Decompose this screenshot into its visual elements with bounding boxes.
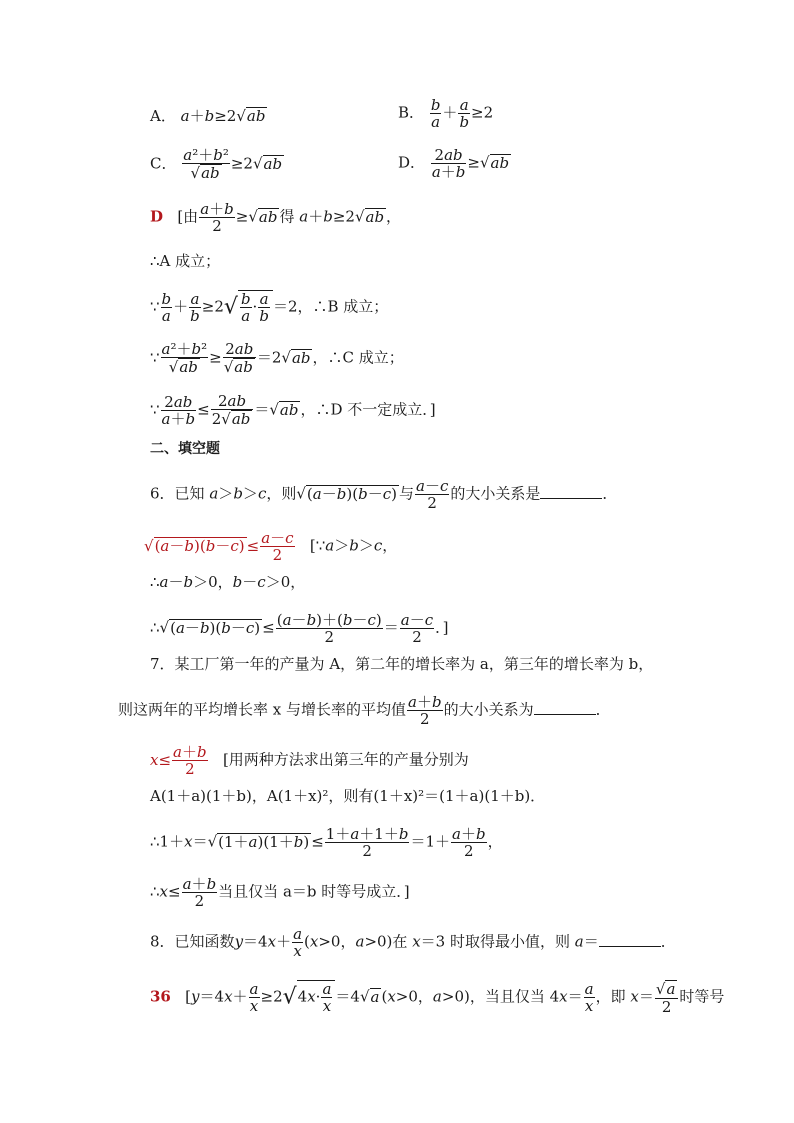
q5-a-holds: ∴A 成立；	[150, 252, 221, 270]
q8-answer: 36	[150, 987, 171, 1006]
q7-line3: A(1＋a)(1＋b)，A(1＋x)²，则有(1＋x)²＝(1＋a)(1＋b)．	[150, 787, 546, 805]
q6-step2: ∴√(a－b)(b－c) ≤ $\frac{(a-b)+(b-c)}{2}$ ＝ $\frac{a-c}{2}$ ．]	[150, 611, 449, 646]
q7-blank	[534, 700, 596, 715]
q5-c-line: ∵ $\frac{\text{a²＋b²}}{√ab}$ ≥ $\frac{2ab}{√ab}$ ＝2√ab ，∴C 成立；	[150, 340, 404, 376]
q8-blank	[599, 932, 661, 947]
q5-answer: D	[150, 207, 164, 226]
q7-answer-line: x≤ $\frac{a+b}{2}$ [用两种方法求出第三年的产量分别为	[150, 743, 469, 778]
q8-answer-line: 36 [y＝4x＋ $\frac{a}{x}$ ≥2√4x· $\frac{a}{x}$ ＝4√a (x>0，a>0)，当且仅当 4x＝ $\frac{a}{x}$ ，即 x＝ $\frac{√a}{2}$ 时等号	[150, 980, 725, 1016]
choice-d: D． $\frac{2ab}{a+b}$ ≥√ab	[398, 146, 510, 181]
q7-line1: 7．某工厂第一年的产量为 A，第二年的增长率为 a，第三年的增长率为 b，	[150, 655, 654, 673]
q6-answer: √(a－b)(b－c) ≤ $\frac{a-c}{2}$	[144, 529, 294, 564]
q6-question: 6．已知 a＞b＞c，则√(a－b)(b－c) 与 $\frac{a-c}{2}$ 的大小关系是 ．	[150, 477, 618, 512]
section-title: 二、填空题	[150, 441, 220, 457]
q5-d-line: ∵ $\frac{2ab}{a+b}$ ≤ $\frac{2ab}{2√ab}$ ＝√ab ，∴D 不一定成立．]	[150, 392, 436, 428]
q7-line2: 则这两年的平均增长率 x 与增长率的平均值 $\frac{a+b}{2}$ 的大小关系为 ．	[118, 693, 611, 728]
q5-answer-line: D [由 $\frac{a+b}{2}$ ≥√ab 得 a＋b≥2√ab ，	[150, 200, 402, 235]
q7-conclusion: ∴x≤ $\frac{a+b}{2}$ 当且仅当 a＝b 时等号成立．]	[150, 875, 410, 910]
q6-blank	[540, 484, 602, 499]
q6-answer-line: √(a－b)(b－c) ≤ $\frac{a-c}{2}$ [∵a＞b＞c，	[144, 529, 398, 564]
choice-a: A． a＋b≥2√ab	[150, 107, 266, 125]
q6-step1: ∴a－b＞0，b－c＞0，	[150, 573, 306, 591]
q7-step: ∴1＋x＝√(1＋a)(1＋b) ≤ $\frac{1+a+1+b}{2}$ ＝1＋ $\frac{a+b}{2}$ ，	[150, 825, 503, 860]
q8-question: 8．已知函数y＝4x＋ $\frac{a}{x}$ (x>0，a>0)在 x＝3 时取得最小值，则 a＝ ．	[150, 925, 676, 960]
q7-answer: x≤ $\frac{a+b}{2}$	[150, 743, 207, 778]
choice-c: C． $\frac{\text{a²＋b²}}{√ab}$ ≥2√ab	[150, 146, 283, 182]
choice-b: B． $\frac{b}{a}$ ＋ $\frac{a}{b}$ ≥2	[398, 96, 494, 131]
q5-b-line: ∵ $\frac{b}{a}$ ＋ $\frac{a}{b}$ ≥2√ $\frac{b}{a}$ · $\frac{a}{b}$ ＝2，∴B 成立；	[150, 290, 389, 325]
